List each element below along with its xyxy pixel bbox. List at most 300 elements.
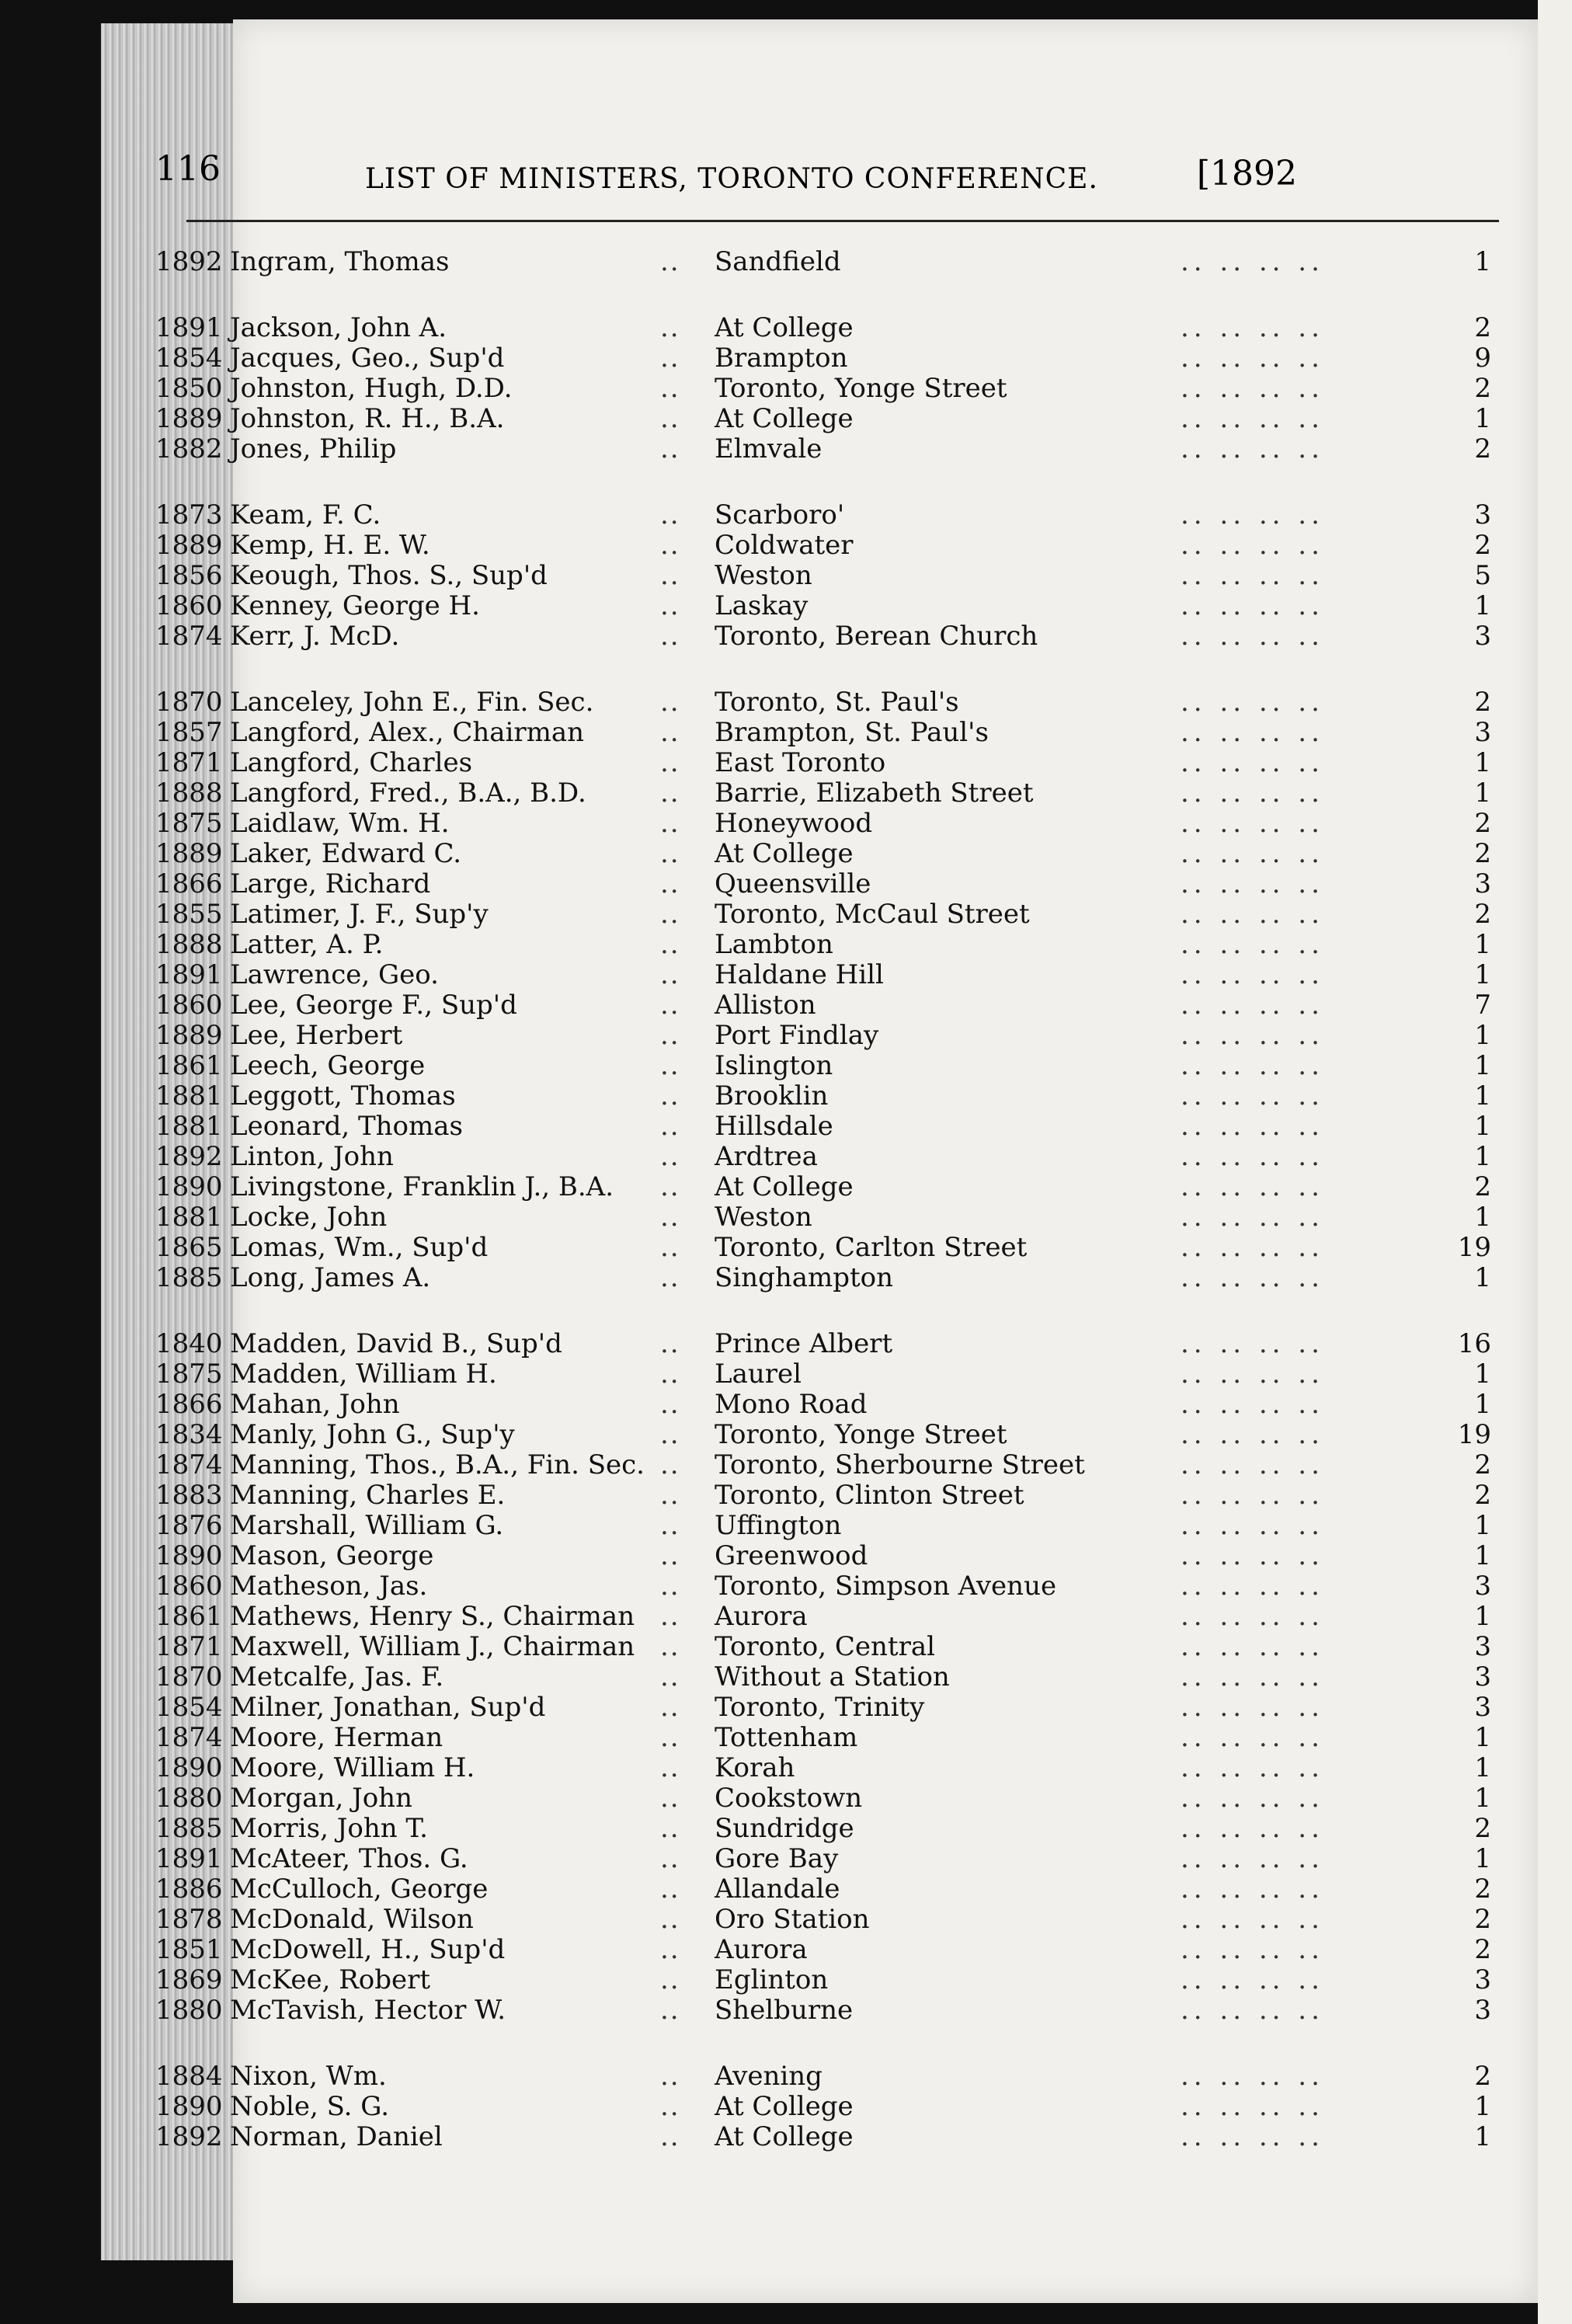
entry-station: East Toronto <box>715 747 886 778</box>
page-header <box>155 140 1297 210</box>
entry-years-count: 1 <box>1474 959 1491 990</box>
leader-dots: .. <box>660 621 680 652</box>
list-item <box>155 1783 1507 1814</box>
entry-name: Kemp, H. E. W. <box>230 530 430 561</box>
leader-dots: .. <box>660 1692 680 1723</box>
list-item <box>155 1693 1507 1723</box>
list-item <box>155 1172 1507 1202</box>
list-item <box>155 1390 1507 1420</box>
entry-years-count: 7 <box>1474 990 1491 1021</box>
list-item <box>155 778 1507 809</box>
entry-station: Shelburne <box>715 1995 854 2026</box>
entry-name: Leonard, Thomas <box>230 1111 463 1142</box>
leader-dots: .. <box>660 1449 680 1480</box>
list-item <box>155 343 1507 374</box>
entry-years-count: 5 <box>1474 560 1491 591</box>
entry-years-count: 1 <box>1474 1020 1491 1051</box>
entry-years-count: 9 <box>1474 343 1491 374</box>
trail-dots: .. .. .. .. <box>1181 1995 1324 2026</box>
leader-dots: .. <box>660 1080 680 1112</box>
entry-station: Toronto, Trinity <box>715 1692 925 1723</box>
entry-name: Mathews, Henry S., Chairman <box>230 1601 635 1632</box>
entry-year: 1869 <box>155 1964 223 1995</box>
leader-dots: .. <box>660 1480 680 1511</box>
list-item <box>155 1602 1507 1632</box>
leader-dots: .. <box>660 1359 680 1390</box>
entry-years-count: 1 <box>1474 1783 1491 1814</box>
leader-dots: .. <box>660 312 680 343</box>
entry-years-count: 3 <box>1474 499 1491 531</box>
leader-dots: .. <box>660 747 680 778</box>
list-item <box>155 869 1507 899</box>
entry-name: Johnston, Hugh, D.D. <box>230 373 513 404</box>
trail-dots: .. .. .. .. <box>1181 433 1324 464</box>
entry-name: Norman, Daniel <box>230 2121 443 2152</box>
trail-dots: .. .. .. .. <box>1181 959 1324 990</box>
trail-dots: .. .. .. .. <box>1181 343 1324 374</box>
entry-name: Nixon, Wm. <box>230 2061 387 2092</box>
entry-years-count: 2 <box>1474 808 1491 839</box>
entry-years-count: 1 <box>1474 590 1491 621</box>
leader-dots: .. <box>660 929 680 960</box>
entry-years-count: 2 <box>1474 899 1491 930</box>
trail-dots: .. .. .. .. <box>1181 1449 1324 1480</box>
entry-year: 1876 <box>155 1510 223 1541</box>
entry-station: Avening <box>715 2061 823 2092</box>
entry-year: 1881 <box>155 1111 223 1142</box>
trail-dots: .. .. .. .. <box>1181 1111 1324 1142</box>
trail-dots: .. .. .. .. <box>1181 1020 1324 1051</box>
entry-year: 1866 <box>155 1389 223 1420</box>
entry-name: Long, James A. <box>230 1262 431 1293</box>
list-item <box>155 718 1507 748</box>
entry-years-count: 2 <box>1474 1449 1491 1480</box>
entry-name: Manning, Thos., B.A., Fin. Sec. <box>230 1449 645 1480</box>
entry-station: Toronto, St. Paul's <box>715 687 959 718</box>
list-item <box>155 1112 1507 1142</box>
entry-year: 1834 <box>155 1419 223 1450</box>
leader-dots: .. <box>660 1904 680 1935</box>
trail-dots: .. .. .. .. <box>1181 1171 1324 1202</box>
entry-station: Islington <box>715 1050 833 1081</box>
entry-name: Morgan, John <box>230 1783 412 1814</box>
entry-year: 1871 <box>155 747 223 778</box>
leader-dots: .. <box>660 717 680 748</box>
entry-years-count: 1 <box>1474 1389 1491 1420</box>
trail-dots: .. .. .. .. <box>1181 2121 1324 2152</box>
minister-list <box>155 247 1507 2152</box>
entry-name: Lomas, Wm., Sup'd <box>230 1232 489 1263</box>
entry-years-count: 1 <box>1474 1510 1491 1541</box>
leader-dots: .. <box>660 808 680 839</box>
entry-year: 1889 <box>155 403 223 434</box>
entry-years-count: 2 <box>1474 1904 1491 1935</box>
entry-year: 1881 <box>155 1202 223 1233</box>
list-item <box>155 2092 1507 2122</box>
entry-name: Moore, Herman <box>230 1722 443 1753</box>
list-item <box>155 899 1507 930</box>
leader-dots: .. <box>660 1262 680 1293</box>
leader-dots: .. <box>660 1419 680 1450</box>
trail-dots: .. .. .. .. <box>1181 560 1324 591</box>
entry-station: Toronto, Yonge Street <box>715 373 1007 404</box>
entry-year: 1884 <box>155 2061 223 2092</box>
list-item <box>155 839 1507 869</box>
page-number: 116 <box>155 149 221 189</box>
entry-name: Langford, Charles <box>230 747 473 778</box>
entry-year: 1882 <box>155 433 223 464</box>
entry-station: Korah <box>715 1752 795 1783</box>
leader-dots: .. <box>660 1783 680 1814</box>
list-item <box>155 1142 1507 1172</box>
entry-station: Weston <box>715 1202 812 1233</box>
trail-dots: .. .. .. .. <box>1181 1843 1324 1874</box>
entry-year: 1891 <box>155 959 223 990</box>
trail-dots: .. .. .. .. <box>1181 1262 1324 1293</box>
entry-year: 1870 <box>155 1661 223 1693</box>
leader-dots: .. <box>660 838 680 869</box>
entry-station: Tottenham <box>715 1722 858 1753</box>
entry-year: 1883 <box>155 1480 223 1511</box>
entry-station: Coldwater <box>715 530 854 561</box>
entry-name: McTavish, Hector W. <box>230 1995 506 2026</box>
leader-dots: .. <box>660 1813 680 1844</box>
trail-dots: .. .. .. .. <box>1181 1783 1324 1814</box>
entry-years-count: 1 <box>1474 1050 1491 1081</box>
group-separator <box>155 652 1507 687</box>
entry-name: Matheson, Jas. <box>230 1571 428 1602</box>
entry-years-count: 1 <box>1474 778 1491 809</box>
list-item <box>155 1541 1507 1571</box>
trail-dots: .. .. .. .. <box>1181 1389 1324 1420</box>
entry-name: Manning, Charles E. <box>230 1480 506 1511</box>
list-item <box>155 1995 1507 2026</box>
entry-station: Without a Station <box>715 1661 950 1693</box>
running-title: LIST OF MINISTERS, TORONTO CONFERENCE. <box>365 163 1098 195</box>
list-item <box>155 1233 1507 1263</box>
entry-years-count: 2 <box>1474 1480 1491 1511</box>
entry-station: Toronto, Clinton Street <box>715 1480 1024 1511</box>
entry-year: 1892 <box>155 1141 223 1172</box>
entry-year: 1886 <box>155 1873 223 1905</box>
list-item <box>155 1632 1507 1662</box>
entry-station: Laurel <box>715 1359 802 1390</box>
entry-name: Noble, S. G. <box>230 2091 390 2122</box>
leader-dots: .. <box>660 1873 680 1905</box>
leader-dots: .. <box>660 403 680 434</box>
entry-name: Madden, David B., Sup'd <box>230 1328 562 1359</box>
entry-station: Aurora <box>715 1934 808 1965</box>
trail-dots: .. .. .. .. <box>1181 2091 1324 2122</box>
leader-dots: .. <box>660 1020 680 1051</box>
entry-year: 1865 <box>155 1232 223 1263</box>
group-separator <box>155 2026 1507 2061</box>
trail-dots: .. .. .. .. <box>1181 1601 1324 1632</box>
trail-dots: .. .. .. .. <box>1181 778 1324 809</box>
trail-dots: .. .. .. .. <box>1181 2061 1324 2092</box>
entry-year: 1885 <box>155 1813 223 1844</box>
entry-station: Singhampton <box>715 1262 894 1293</box>
entry-station: Eglinton <box>715 1964 829 1995</box>
entry-years-count: 1 <box>1474 2091 1491 2122</box>
entry-years-count: 3 <box>1474 717 1491 748</box>
leader-dots: .. <box>660 1111 680 1142</box>
entry-name: Moore, William H. <box>230 1752 475 1783</box>
entry-year: 1860 <box>155 990 223 1021</box>
entry-year: 1885 <box>155 1262 223 1293</box>
entry-name: Large, Richard <box>230 868 431 899</box>
list-item <box>155 1051 1507 1081</box>
entry-station: Haldane Hill <box>715 959 884 990</box>
entry-station: Aurora <box>715 1601 808 1632</box>
entry-years-count: 1 <box>1474 1359 1491 1390</box>
entry-station: Prince Albert <box>715 1328 893 1359</box>
entry-year: 1860 <box>155 590 223 621</box>
entry-name: Linton, John <box>230 1141 394 1172</box>
entry-year: 1861 <box>155 1050 223 1081</box>
trail-dots: .. .. .. .. <box>1181 1813 1324 1844</box>
entry-station: Brampton <box>715 343 848 374</box>
list-item <box>155 1844 1507 1874</box>
leader-dots: .. <box>660 590 680 621</box>
trail-dots: .. .. .. .. <box>1181 808 1324 839</box>
entry-name: Latter, A. P. <box>230 929 384 960</box>
entry-station: Sandfield <box>715 246 841 277</box>
entry-name: Leggott, Thomas <box>230 1080 456 1112</box>
entry-station: Weston <box>715 560 812 591</box>
entry-name: Milner, Jonathan, Sup'd <box>230 1692 546 1723</box>
trail-dots: .. .. .. .. <box>1181 590 1324 621</box>
leader-dots: .. <box>660 868 680 899</box>
entry-name: Locke, John <box>230 1202 388 1233</box>
list-item <box>155 1905 1507 1935</box>
list-item <box>155 1480 1507 1511</box>
entry-years-count: 1 <box>1474 1080 1491 1112</box>
entry-year: 1855 <box>155 899 223 930</box>
entry-years-count: 1 <box>1474 1262 1491 1293</box>
entry-name: Maxwell, William J., Chairman <box>230 1631 635 1662</box>
leader-dots: .. <box>660 1571 680 1602</box>
trail-dots: .. .. .. .. <box>1181 1752 1324 1783</box>
entry-years-count: 1 <box>1474 1111 1491 1142</box>
entry-year: 1890 <box>155 2091 223 2122</box>
entry-station: At College <box>715 838 854 869</box>
trail-dots: .. .. .. .. <box>1181 1202 1324 1233</box>
entry-year: 1878 <box>155 1904 223 1935</box>
entry-year: 1890 <box>155 1540 223 1571</box>
entry-station: Toronto, McCaul Street <box>715 899 1030 930</box>
entry-name: Jones, Philip <box>230 433 397 464</box>
leader-dots: .. <box>660 1050 680 1081</box>
entry-year: 1854 <box>155 343 223 374</box>
entry-years-count: 2 <box>1474 687 1491 718</box>
list-item <box>155 2122 1507 2152</box>
list-item <box>155 1874 1507 1905</box>
leader-dots: .. <box>660 499 680 531</box>
trail-dots: .. .. .. .. <box>1181 1904 1324 1935</box>
entry-year: 1880 <box>155 1783 223 1814</box>
entry-years-count: 1 <box>1474 929 1491 960</box>
entry-years-count: 1 <box>1474 1843 1491 1874</box>
entry-year: 1890 <box>155 1752 223 1783</box>
leader-dots: .. <box>660 1328 680 1359</box>
trail-dots: .. .. .. .. <box>1181 717 1324 748</box>
entry-station: At College <box>715 312 854 343</box>
trail-dots: .. .. .. .. <box>1181 1964 1324 1995</box>
entry-years-count: 1 <box>1474 403 1491 434</box>
entry-year: 1881 <box>155 1080 223 1112</box>
entry-years-count: 3 <box>1474 868 1491 899</box>
entry-year: 1851 <box>155 1934 223 1965</box>
entry-station: At College <box>715 403 854 434</box>
entry-name: Metcalfe, Jas. F. <box>230 1661 444 1693</box>
trail-dots: .. .. .. .. <box>1181 1692 1324 1723</box>
entry-year: 1850 <box>155 373 223 404</box>
entry-station: Toronto, Central <box>715 1631 935 1662</box>
entry-year: 1857 <box>155 717 223 748</box>
entry-year: 1874 <box>155 1449 223 1480</box>
entry-year: 1892 <box>155 2121 223 2152</box>
entry-name: Keam, F. C. <box>230 499 381 531</box>
trail-dots: .. .. .. .. <box>1181 1571 1324 1602</box>
entry-station: Toronto, Simpson Avenue <box>715 1571 1057 1602</box>
list-item <box>155 1450 1507 1480</box>
list-item <box>155 1662 1507 1693</box>
leader-dots: .. <box>660 1510 680 1541</box>
leader-dots: .. <box>660 990 680 1021</box>
entry-station: At College <box>715 2121 854 2152</box>
entry-station: Toronto, Berean Church <box>715 621 1038 652</box>
entry-years-count: 2 <box>1474 530 1491 561</box>
trail-dots: .. .. .. .. <box>1181 929 1324 960</box>
entry-year: 1861 <box>155 1601 223 1632</box>
entry-name: Mason, George <box>230 1540 434 1571</box>
entry-year: 1888 <box>155 778 223 809</box>
entry-year: 1891 <box>155 1843 223 1874</box>
list-item <box>155 1935 1507 1965</box>
trail-dots: .. .. .. .. <box>1181 1141 1324 1172</box>
entry-station: Elmvale <box>715 433 823 464</box>
list-item <box>155 561 1507 591</box>
trail-dots: .. .. .. .. <box>1181 499 1324 531</box>
entry-years-count: 19 <box>1457 1232 1491 1263</box>
trail-dots: .. .. .. .. <box>1181 1080 1324 1112</box>
entry-station: Toronto, Carlton Street <box>715 1232 1028 1263</box>
entry-year: 1860 <box>155 1571 223 1602</box>
entry-station: Greenwood <box>715 1540 868 1571</box>
trail-dots: .. .. .. .. <box>1181 1873 1324 1905</box>
entry-year: 1888 <box>155 929 223 960</box>
leader-dots: .. <box>660 1964 680 1995</box>
entry-years-count: 1 <box>1474 1752 1491 1783</box>
trail-dots: .. .. .. .. <box>1181 687 1324 718</box>
list-item <box>155 687 1507 718</box>
entry-year: 1870 <box>155 687 223 718</box>
leader-dots: .. <box>660 560 680 591</box>
list-item <box>155 313 1507 343</box>
entry-station: Uffington <box>715 1510 842 1541</box>
entry-years-count: 1 <box>1474 2121 1491 2152</box>
trail-dots: .. .. .. .. <box>1181 1050 1324 1081</box>
leader-dots: .. <box>660 343 680 374</box>
leader-dots: .. <box>660 959 680 990</box>
entry-station: Ardtrea <box>715 1141 818 1172</box>
entry-years-count: 3 <box>1474 1964 1491 1995</box>
entry-years-count: 2 <box>1474 1171 1491 1202</box>
entry-years-count: 1 <box>1474 1540 1491 1571</box>
leader-dots: .. <box>660 1631 680 1662</box>
leader-dots: .. <box>660 1752 680 1783</box>
trail-dots: .. .. .. .. <box>1181 312 1324 343</box>
trail-dots: .. .. .. .. <box>1181 838 1324 869</box>
trail-dots: .. .. .. .. <box>1181 621 1324 652</box>
entry-station: Allandale <box>715 1873 840 1905</box>
list-item <box>155 1814 1507 1844</box>
entry-station: Mono Road <box>715 1389 868 1420</box>
entry-name: Lee, George F., Sup'd <box>230 990 517 1021</box>
entry-years-count: 3 <box>1474 1571 1491 1602</box>
leader-dots: .. <box>660 1934 680 1965</box>
trail-dots: .. .. .. .. <box>1181 403 1324 434</box>
entry-station: Honeywood <box>715 808 873 839</box>
entry-year: 1880 <box>155 1995 223 2026</box>
group-separator <box>155 1293 1507 1329</box>
trail-dots: .. .. .. .. <box>1181 990 1324 1021</box>
entry-year: 1866 <box>155 868 223 899</box>
leader-dots: .. <box>660 1202 680 1233</box>
list-item <box>155 247 1507 277</box>
entry-name: Ingram, Thomas <box>230 246 450 277</box>
leader-dots: .. <box>660 1540 680 1571</box>
entry-years-count: 2 <box>1474 1934 1491 1965</box>
leader-dots: .. <box>660 530 680 561</box>
entry-years-count: 2 <box>1474 312 1491 343</box>
entry-years-count: 2 <box>1474 2061 1491 2092</box>
trail-dots: .. .. .. .. <box>1181 1359 1324 1390</box>
entry-name: Johnston, R. H., B.A. <box>230 403 505 434</box>
entry-year: 1890 <box>155 1171 223 1202</box>
list-item <box>155 1202 1507 1233</box>
entry-years-count: 3 <box>1474 1631 1491 1662</box>
group-separator <box>155 464 1507 500</box>
leader-dots: .. <box>660 1232 680 1263</box>
entry-name: Lanceley, John E., Fin. Sec. <box>230 687 594 718</box>
trail-dots: .. .. .. .. <box>1181 1480 1324 1511</box>
entry-station: Brooklin <box>715 1080 829 1112</box>
entry-name: Madden, William H. <box>230 1359 497 1390</box>
trail-dots: .. .. .. .. <box>1181 246 1324 277</box>
trail-dots: .. .. .. .. <box>1181 1328 1324 1359</box>
entry-name: Morris, John T. <box>230 1813 428 1844</box>
entry-years-count: 1 <box>1474 246 1491 277</box>
entry-years-count: 19 <box>1457 1419 1491 1450</box>
entry-years-count: 1 <box>1474 1601 1491 1632</box>
entry-years-count: 3 <box>1474 1661 1491 1693</box>
entry-name: Lee, Herbert <box>230 1020 403 1051</box>
trail-dots: .. .. .. .. <box>1181 1661 1324 1693</box>
entry-name: McDowell, H., Sup'd <box>230 1934 506 1965</box>
leader-dots: .. <box>660 2091 680 2122</box>
entry-name: Langford, Alex., Chairman <box>230 717 585 748</box>
entry-station: Laskay <box>715 590 809 621</box>
entry-station: Alliston <box>715 990 816 1021</box>
entry-station: Hillsdale <box>715 1111 833 1142</box>
leader-dots: .. <box>660 687 680 718</box>
leader-dots: .. <box>660 1722 680 1753</box>
list-item <box>155 748 1507 778</box>
list-item <box>155 2061 1507 2092</box>
trail-dots: .. .. .. .. <box>1181 747 1324 778</box>
